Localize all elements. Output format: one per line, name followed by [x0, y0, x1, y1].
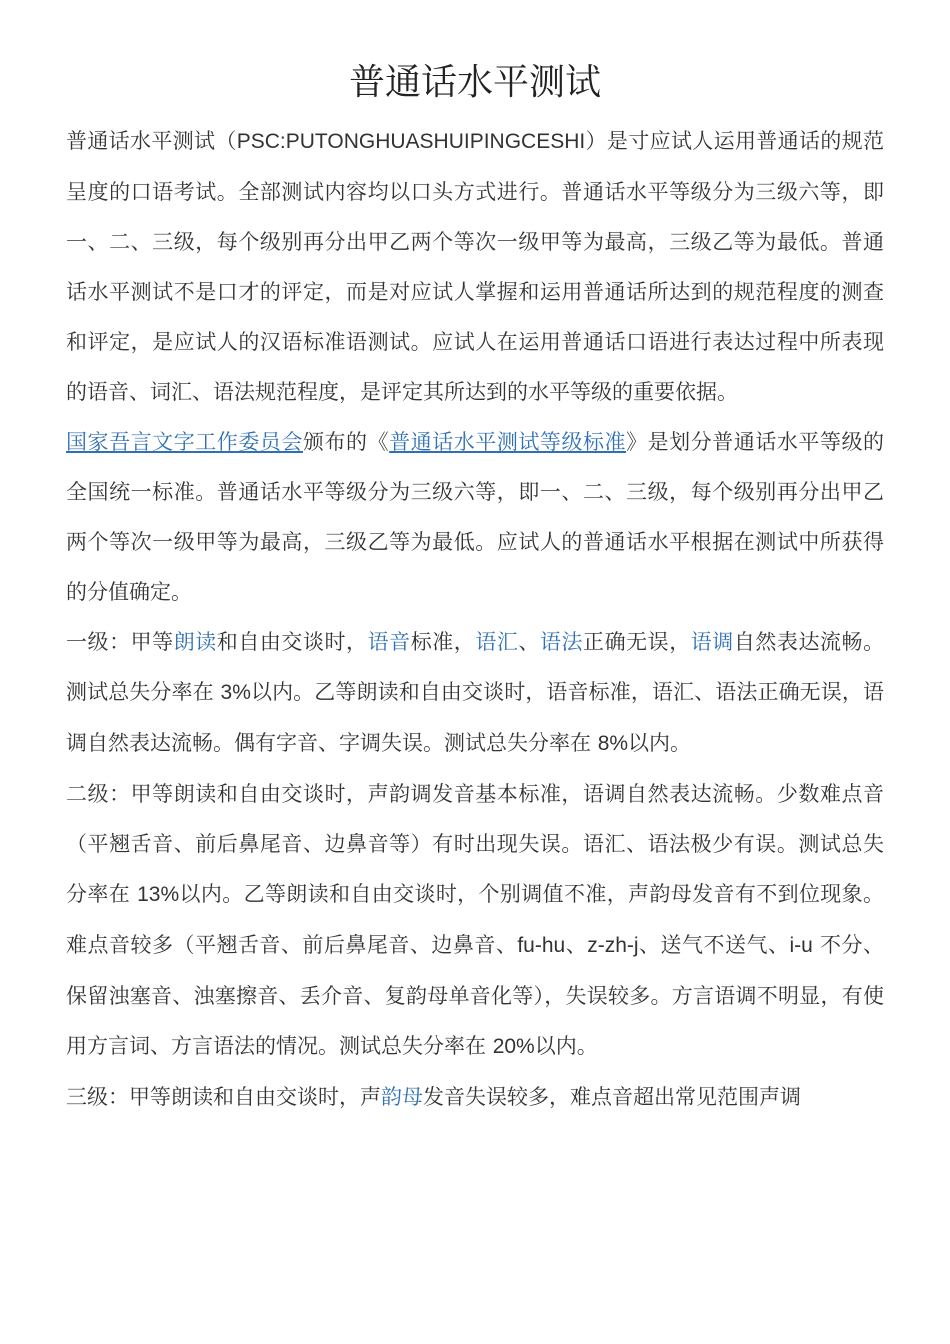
percent-value: 20% — [492, 1035, 535, 1058]
text: 自然表达流畅。测试总失分率在 — [66, 630, 885, 704]
term-pronunciation[interactable]: 语音 — [367, 630, 411, 654]
text: 标准， — [410, 630, 476, 654]
term-vocabulary[interactable]: 语汇 — [475, 630, 519, 654]
phonetic-pair: z-zh-j — [587, 934, 639, 957]
term-intonation[interactable]: 语调 — [690, 630, 734, 654]
text: 普通话水平测试（ — [66, 129, 237, 153]
text: 以内。乙等朗读和自由交谈时，个别调值不准，声韵母发音有不到位现象。难点音较多（平翘舌音、前后鼻尾音、边鼻音、 — [66, 882, 884, 957]
text: 发音失误较多，难点音超出常见范围声调 — [423, 1085, 801, 1109]
text: 、 — [518, 630, 540, 654]
text: 不分、保留浊塞音、浊塞擦音、丢介音、复韵母单音化等），失误较多。方言语调不明显，有使用方言词、方言语法的情况。测试总失分率在 — [66, 933, 885, 1058]
paragraph-level-3 — [66, 1072, 884, 1122]
paragraph-intro — [66, 116, 884, 417]
text: 颁布的《 — [302, 430, 390, 454]
page-title: 普通话水平测试 — [348, 62, 601, 103]
text: 、 — [565, 933, 588, 957]
link-grading-standard[interactable]: 普通话水平测试等级标准 — [389, 430, 627, 454]
phonetic-pair: fu-hu — [517, 934, 566, 957]
text: 二级：甲等朗读和自由交谈时，声韵调发音基本标准，语调自然表达流畅。少数难点音（平翘舌音、前后鼻尾音、边鼻音等）有时出现失误。语汇、语法极少有误。测试总失分率在 — [66, 782, 884, 906]
paragraph-level-1 — [66, 617, 884, 769]
text: 》是划分普通话水平等级的全国统一标准。普通话水平等级分为三级六等，即一、二、三级，每个级别再分出甲乙两个等次一级甲等为最高，三级乙等为最低。应试人的普通话水平根据在测试中所获得的分值确定。 — [66, 430, 885, 604]
psc-abbreviation: PSC:PUTONGHUASHUIPINGCESHI — [236, 130, 586, 153]
text: 三级：甲等朗读和自由交谈时，声 — [66, 1085, 381, 1109]
term-reading[interactable]: 朗读 — [173, 630, 217, 654]
paragraph-standard — [66, 417, 884, 617]
text: 一级：甲等 — [66, 630, 174, 654]
term-grammar[interactable]: 语法 — [539, 630, 584, 654]
text: 以内。 — [628, 731, 692, 755]
text: 以内。乙等朗读和自由交谈时，语音标准，语汇、语法正确无误，语调自然表达流畅。偶有字音、字调失误。测试总失分率在 — [66, 680, 884, 755]
percent-value: 3% — [220, 681, 251, 704]
paragraph-level-2 — [66, 769, 884, 1072]
percent-value: 8% — [597, 732, 629, 755]
text: 和自由交谈时， — [216, 630, 368, 654]
term-finals[interactable]: 韵母 — [381, 1085, 423, 1109]
text: 以内。 — [534, 1034, 598, 1058]
text: 、送气不送气、 — [638, 933, 790, 957]
text: 正确无误， — [583, 630, 691, 654]
percent-value: 13% — [137, 883, 180, 906]
link-language-committee[interactable]: 国家吾言文字工作委员会 — [66, 430, 303, 454]
phonetic-pair: i-u — [789, 934, 813, 957]
text: ）是寸应试人运用普通话的规范呈度的口语考试。全部测试内容均以口头方式进行。普通话水平等级分为三级六等，即一、二、三级，每个级别再分出甲乙两个等次一级甲等为最高，三级乙等为最低。普通话水平测试不是口才的评定，而是对应试人掌握和运用普通话所达到的规范程度的测查和评定，是应试人的汉语标准语测试。应试人在运用普通话口语进行表达过程中所表现的语音、词汇、语法规范程度，是评定其所达到的水平等级的重要依据。 — [66, 129, 885, 404]
